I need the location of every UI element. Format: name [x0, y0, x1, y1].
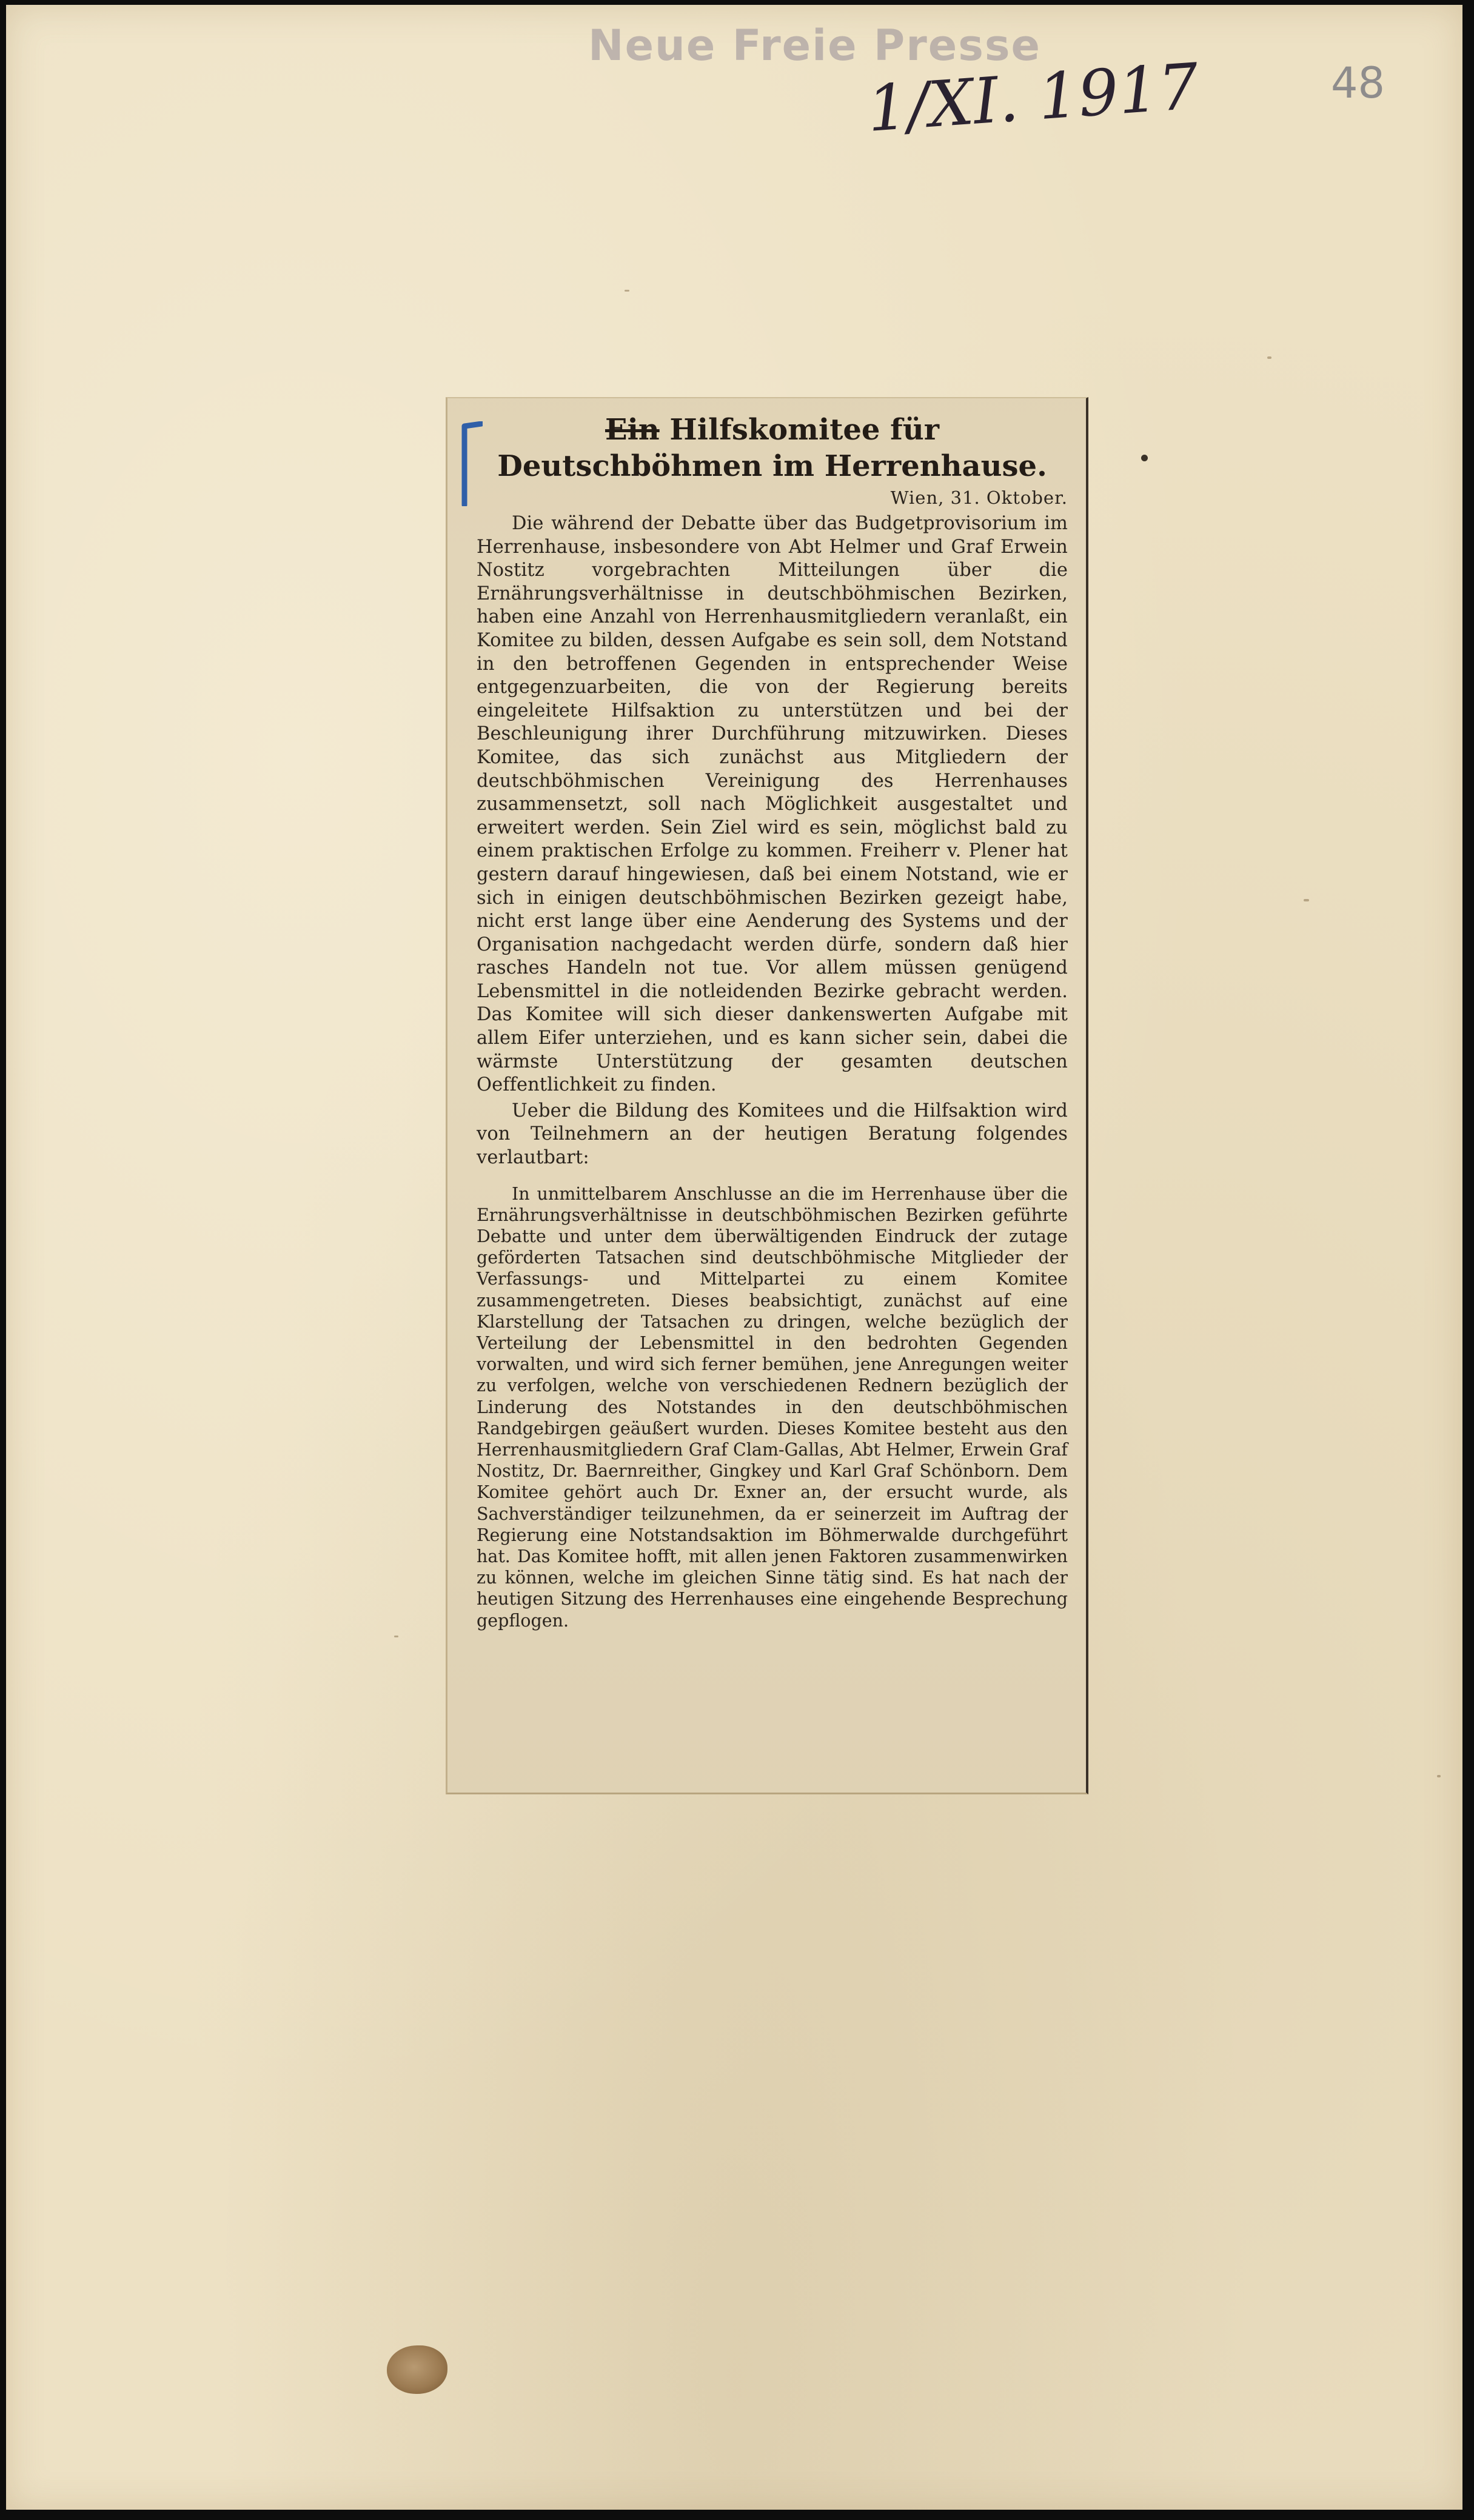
- paper-fleck: [1304, 899, 1309, 901]
- newspaper-name-stamp: Neue Freie Presse: [588, 21, 1042, 70]
- blue-pencil-mark: [461, 421, 483, 506]
- paper-speck: [1141, 455, 1148, 461]
- struck-word: Ein: [605, 413, 660, 447]
- page-number: 48: [1331, 58, 1385, 108]
- headline-text: Hilfskomitee für Deutschböhmen im Herrenhause.: [497, 413, 1047, 483]
- paper-fleck: [1267, 356, 1271, 359]
- article-paragraph-3: In unmittelbarem Anschlusse an die im Herrenhause über die Ernährungsverhältnisse in deutschböhmischen Bezirken geführte Debatte und unter dem überwältigenden Eindruck der zutage geförderten Tatsachen sind deutschböhmische Mitglieder der Verfassungs- und Mittelpartei zu einem Komitee zusammengetreten. Dieses beabsichtigt, zunächst auf eine Klarstellung der Tatsachen zu dringen, welche bezüglich der Verteilung der Lebensmittel in den bedrohten Gegenden vorwalten, und wird sich ferner bemühen, jene Anregungen weiter zu verfolgen, welche von verschiedenen Rednern bezüglich der Linderung des Notstandes in den deutschböhmischen Randgebirgen geäußert wurden. Dieses Komitee besteht aus den Herrenhausmitgliedern Graf Clam-Gallas, Abt Helmer, Erwein Graf Nostitz, Dr. Baernreither, Gingkey und Karl Graf Schönborn. Dem Komitee gehört auch Dr. Exner an, der ersucht wurde, als Sachverständiger teilzunehmen, da er seinerzeit im Auftrag der Regierung eine Notstandsaktion im Böhmerwalde durchgeführt hat. Das Komitee hofft, mit allen jenen Faktoren zusammenwirken zu können, welche im gleichen Sinne tätig sind. Es hat nach der heutigen Sitzung des Herrenhauses eine eingehende Besprechung gepflogen.: [477, 1183, 1068, 1631]
- newspaper-clipping: [446, 397, 1088, 1794]
- dateline: Wien, 31. Oktober.: [890, 487, 1068, 508]
- article-paragraph-1: Die während der Debatte über das Budgetprovisorium im Herrenhause, insbesondere von Abt Helmer und Graf Erwein Nostitz vorgebrachten Mitteilungen über die Ernährungsverhältnisse in deutschböhmischen Bezirken, haben eine Anzahl von Herrenhausmitgliedern veranlaßt, ein Komitee zu bilden, dessen Aufgabe es sein soll, dem Notstand in den betroffenen Gegenden in entsprechender Weise entgegenzuarbeiten, die von der Regierung bereits eingeleitete Hilfsaktion zu unterstützen und bei der Beschleunigung ihrer Durchführung mitzuwirken. Dieses Komitee, das sich zunächst aus Mitgliedern der deutschböhmischen Vereinigung des Herrenhauses zusammensetzt, soll nach Möglichkeit ausgestaltet und erweitert werden. Sein Ziel wird es sein, möglichst bald zu einem praktischen Erfolge zu kommen. Freiherr v. Plener hat gestern darauf hingewiesen, daß bei einem Notstand, wie er sich in einigen deutschböhmischen Bezirken gezeigt habe, nicht erst lange über eine Aenderung des Systems und der Organisation nachgedacht werden dürfe, sondern daß hier rasches Handeln not tue. Vor allem müssen genügend Lebensmittel in die notleidenden Bezirke gebracht werden. Das Komitee will sich dieser dankenswerten Aufgabe mit allem Eifer unterziehen, und es kann sicher sein, dabei die wärmste Unterstützung der gesamten deutschen Oeffentlichkeit zu finden.: [477, 513, 1068, 1096]
- paper-stain: [387, 2345, 447, 2394]
- article-paragraph-2: Ueber die Bildung des Komitees und die Hilfsaktion wird von Teilnehmern an der heutigen Beratung folgendes verlautbart:: [477, 1100, 1068, 1169]
- paper-fleck: [1437, 1775, 1441, 1777]
- paper-fleck: [625, 290, 629, 292]
- handwritten-date: 1/XI. 1917: [865, 49, 1201, 146]
- paper-fleck: [394, 1636, 398, 1637]
- article-headline: [477, 412, 1068, 484]
